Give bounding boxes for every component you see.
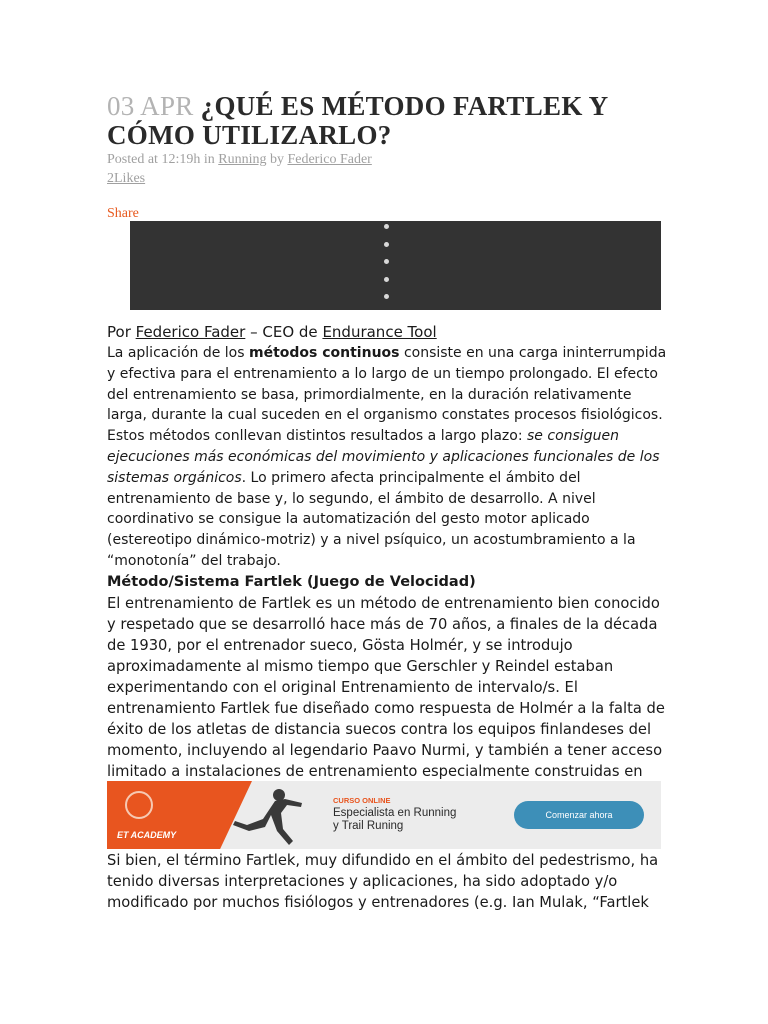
paragraph-3: Si bien, el término Fartlek, muy difundido en el ámbito del pedestrismo, ha tenido diversas interpretaciones y aplicaciones, ha sido adoptado y/o modificado por muchos fisiólogos y entrenadores (e.g. Ian Mulak, “Fartlek [107, 852, 659, 911]
share-item-dot[interactable] [384, 224, 389, 229]
banner-kicker: CURSO ONLINE [333, 796, 391, 805]
p1-text-a: La aplicación de los [107, 345, 245, 361]
paragraph-1 [107, 343, 667, 572]
byline-middle: – CEO de [250, 323, 318, 341]
post-meta [107, 151, 663, 169]
banner-headline [333, 807, 493, 833]
banner-brand: ET ACADEMY [117, 830, 177, 840]
share-menu [130, 221, 661, 310]
byline-author-link[interactable]: Federico Fader [135, 323, 246, 341]
runner-icon [227, 785, 307, 849]
banner-headline-line2: y Trail Runing [333, 820, 404, 832]
author-link[interactable]: Federico Fader [287, 152, 372, 167]
post-title [107, 92, 663, 150]
p1-italic: se consiguen ejecuciones más económicas del movimiento y aplicaciones funcionales de los sistemas orgánicos [107, 428, 660, 486]
posted-at: Posted at 12:19h in [107, 152, 215, 167]
post-header [107, 92, 663, 223]
category-link[interactable]: Running [218, 152, 267, 167]
share-item-dot[interactable] [384, 294, 389, 299]
share-item-dot[interactable] [384, 277, 389, 282]
likes-row [107, 170, 663, 188]
byline-company-link[interactable]: Endurance Tool [322, 323, 437, 341]
byline-prefix: Por [107, 323, 131, 341]
p1-bold: métodos continuos [248, 345, 400, 361]
section-heading: Método/Sistema Fartlek (Juego de Velocidad) [107, 573, 476, 590]
byline [107, 322, 667, 343]
course-banner[interactable] [107, 781, 661, 849]
article-body [107, 322, 667, 803]
post-title-text: ¿QUÉ ES MÉTODO FARTLEK Y CÓMO UTILIZARLO? [107, 91, 608, 150]
share-list [384, 224, 389, 312]
banner-headline-line1: Especialista en Running [333, 807, 457, 819]
paragraph-2: El entrenamiento de Fartlek es un método de entrenamiento bien conocido y respetado que se desarrolló hace más de 70 años, a finales de la década de 1930, por el entrenador sueco, Gösta Holmér, y se introdujo aproximadamente al mismo tiempo que Gerschler y Reindel estaban experimentando con el original Entrenamiento de intervalo/s. El entrenamiento Fartlek fue diseñado como respuesta de Holmér a la falta de éxito de los atletas de distancia suecos contra los equipos finlandeses del momento, incluyendo al legendario Paavo Nurmi, y también a tener acceso limitado a instalaciones de entrenamiento especialmente construidas en [107, 594, 665, 780]
share-item-dot[interactable] [384, 242, 389, 247]
by-label: by [269, 152, 284, 167]
badge-icon [125, 791, 153, 819]
likes-link[interactable]: 2Likes [107, 171, 146, 186]
share-item-dot[interactable] [384, 259, 389, 264]
share-link[interactable]: Share [107, 206, 139, 221]
post-date: 03 APR [107, 91, 194, 121]
start-now-button[interactable]: Comenzar ahora [514, 801, 644, 829]
p1-text-b: consiste en una carga ininterrumpida y efectiva para el entrenamiento a lo largo de un tiempo prolongado. El efecto del entrenamiento se basa, primordialmente, en la duración relativamente larga, durante la cual suceden en el organismo constates procesos fisiológicos. Estos métodos conllevan distintos resultados a largo plazo: [107, 345, 667, 445]
p1-text-c: . Lo primero afecta principalmente el ámbito del entrenamiento de base y, lo segundo, el ámbito de desarrollo. A nivel coordinativo se consigue la automatización del gesto motor aplicado (estereotipo dinámico-motriz) y a nivel psíquico, un acostumbramiento a la “monotonía” del trabajo. [107, 469, 636, 569]
